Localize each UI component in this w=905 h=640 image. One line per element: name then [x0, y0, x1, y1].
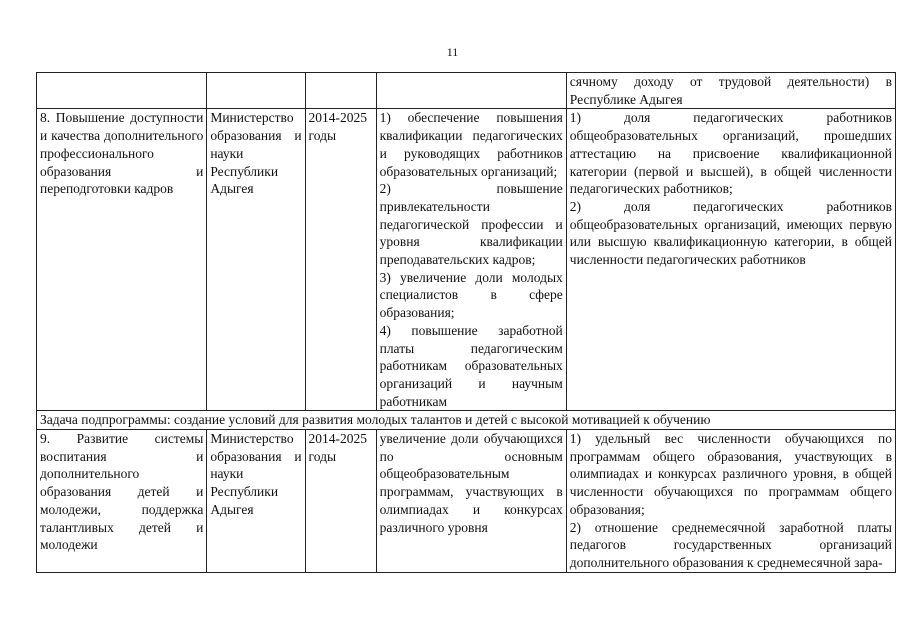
indicators-cell [566, 109, 895, 411]
result-item: 4) повышение заработной платы педагогическим работникам образовательных организаций и научным работникам [379, 322, 563, 409]
empty-cell [207, 73, 305, 109]
page-number: 11 [446, 45, 459, 59]
table-row [37, 430, 896, 573]
task-cell: Задача подпрограммы: создание условий для развития молодых талантов и детей с высокой мотивацией к обучению [37, 411, 896, 430]
result-item: 2) повышение привлекательности педагогической профессии и уровня квалификации преподавательских кадров; [379, 181, 563, 268]
indicators-cell: сячному доходу от трудовой деятельности) в Республике Адыгея [566, 73, 895, 109]
results-cell [376, 109, 566, 411]
indicators-cell [566, 430, 895, 573]
responsible-cell: Министерство образования и науки Республики Адыгея [207, 109, 305, 411]
empty-cell [37, 73, 207, 109]
period-cell: 2014-2025 годы [305, 430, 376, 573]
results-cell [376, 430, 566, 573]
responsible-cell: Министерство образования и науки Республики Адыгея [207, 430, 305, 573]
indicator-item: 2) отношение среднемесячной заработной платы педагогов государственных организаций дополнительного образования к среднемесячной зара- [569, 519, 892, 570]
table-row [37, 109, 896, 411]
result-item: 1) обеспечение повышения квалификации педагогических и руководящих работников образовательных организаций; [379, 110, 563, 179]
empty-cell [376, 73, 566, 109]
indicator-item: 1) удельный вес численности обучающихся по программам общего образования, участвующих в олимпиадах и конкурсах различного уровня, в общей численности обучающихся по программам общего образования; [569, 431, 892, 517]
measure-cell: 9. Развитие системы воспитания и дополнительного образования детей и молодежи, поддержка талантливых детей и молодежи [37, 430, 207, 573]
measure-cell: 8. Повышение доступности и качества дополнительного профессионального образования и переподготовки кадров [37, 109, 207, 411]
task-row [37, 411, 896, 430]
result-item: увеличение доли обучающихся по основным общеобразовательным программам, участвующих в олимпиадах и конкурсах различного уровня [379, 431, 563, 535]
program-measures-table [36, 72, 896, 573]
period-cell: 2014-2025 годы [305, 109, 376, 411]
result-item: 3) увеличение доли молодых специалистов в сфере образования; [379, 269, 563, 321]
continuation-row [37, 73, 896, 109]
indicator-item: 1) доля педагогических работников общеобразовательных организаций, прошедших аттестацию на присвоение квалификационной категории (первой и высшей), в общей численности педагогических работников; [569, 110, 892, 197]
indicator-item: 2) доля педагогических работников общеобразовательных организаций, имеющих первую или высшую квалификационную категории, в общей численности педагогических работников [569, 198, 892, 268]
empty-cell [305, 73, 376, 109]
